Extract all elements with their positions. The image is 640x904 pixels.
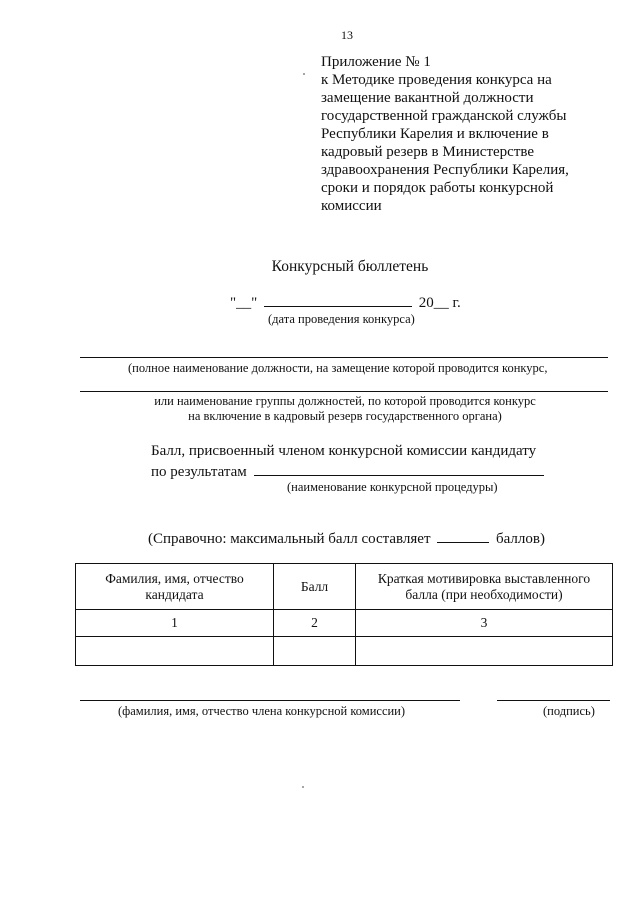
score-line-2: по результатам — [151, 461, 544, 482]
score-line-1: Балл, присвоенный членом конкурсной комиссии кандидату — [151, 443, 537, 459]
appendix-line: комиссии — [321, 198, 382, 214]
date-field — [230, 292, 461, 312]
procedure-blank — [254, 461, 544, 476]
signature-caption: (подпись) — [543, 704, 595, 718]
appendix-header — [321, 53, 569, 215]
date-caption: (дата проведения конкурса) — [268, 312, 415, 326]
group-caption-1: или наименование группы должностей, по которой проводится конкурс — [154, 394, 536, 408]
table-cell: 3 — [356, 610, 613, 637]
appendix-line: кадровый резерв в Министерстве — [321, 144, 535, 160]
appendix-line: сроки и порядок работы конкурсной — [321, 180, 554, 196]
group-caption-2: на включение в кадровый резерв государственного органа) — [188, 409, 502, 423]
score-statement — [151, 442, 544, 482]
table-cell — [274, 637, 356, 666]
max-score-blank — [437, 528, 489, 543]
reference-note: (Справочно: максимальный балл составляет баллов) — [148, 528, 545, 548]
scan-speck — [302, 786, 304, 788]
member-name-caption: (фамилия, имя, отчество члена конкурсной комиссии) — [118, 704, 406, 718]
ballot-table — [75, 563, 613, 666]
page-number: 13 — [341, 28, 353, 42]
procedure-caption: (наименование конкурсной процедуры) — [287, 480, 498, 494]
header-motivation: Краткая мотивировка выставленного балла (при необходимости) — [356, 564, 613, 610]
table-row — [76, 637, 613, 666]
table-cell — [356, 637, 613, 666]
position-caption: (полное наименование должности, на замещение которой проводится конкурс, — [128, 361, 548, 375]
header-candidate-name: Фамилия, имя, отчество кандидата — [76, 564, 274, 610]
position-blank-line — [80, 357, 608, 358]
date-year: 20__ г. — [418, 295, 461, 311]
group-blank-line — [80, 391, 608, 392]
table-cell: 2 — [274, 610, 356, 637]
header-score: Балл — [274, 564, 356, 610]
member-name-line — [80, 700, 460, 701]
appendix-line: к Методике проведения конкурса на — [321, 72, 552, 88]
table-header-row — [76, 564, 613, 610]
appendix-line: Республики Карелия и включение в — [321, 126, 549, 142]
scan-speck — [303, 73, 305, 75]
appendix-line: государственной гражданской службы — [321, 108, 567, 124]
appendix-line: Приложение № 1 — [321, 54, 431, 70]
date-month-blank — [264, 292, 412, 307]
ballot-title: Конкурсный бюллетень — [271, 258, 429, 275]
date-day: "__" — [230, 295, 258, 311]
table-cell: 1 — [76, 610, 274, 637]
appendix-line: здравоохранения Республики Карелия, — [321, 162, 569, 178]
signature-line — [497, 700, 610, 701]
table-cell — [76, 637, 274, 666]
appendix-line: замещение вакантной должности — [321, 90, 534, 106]
table-number-row — [76, 610, 613, 637]
